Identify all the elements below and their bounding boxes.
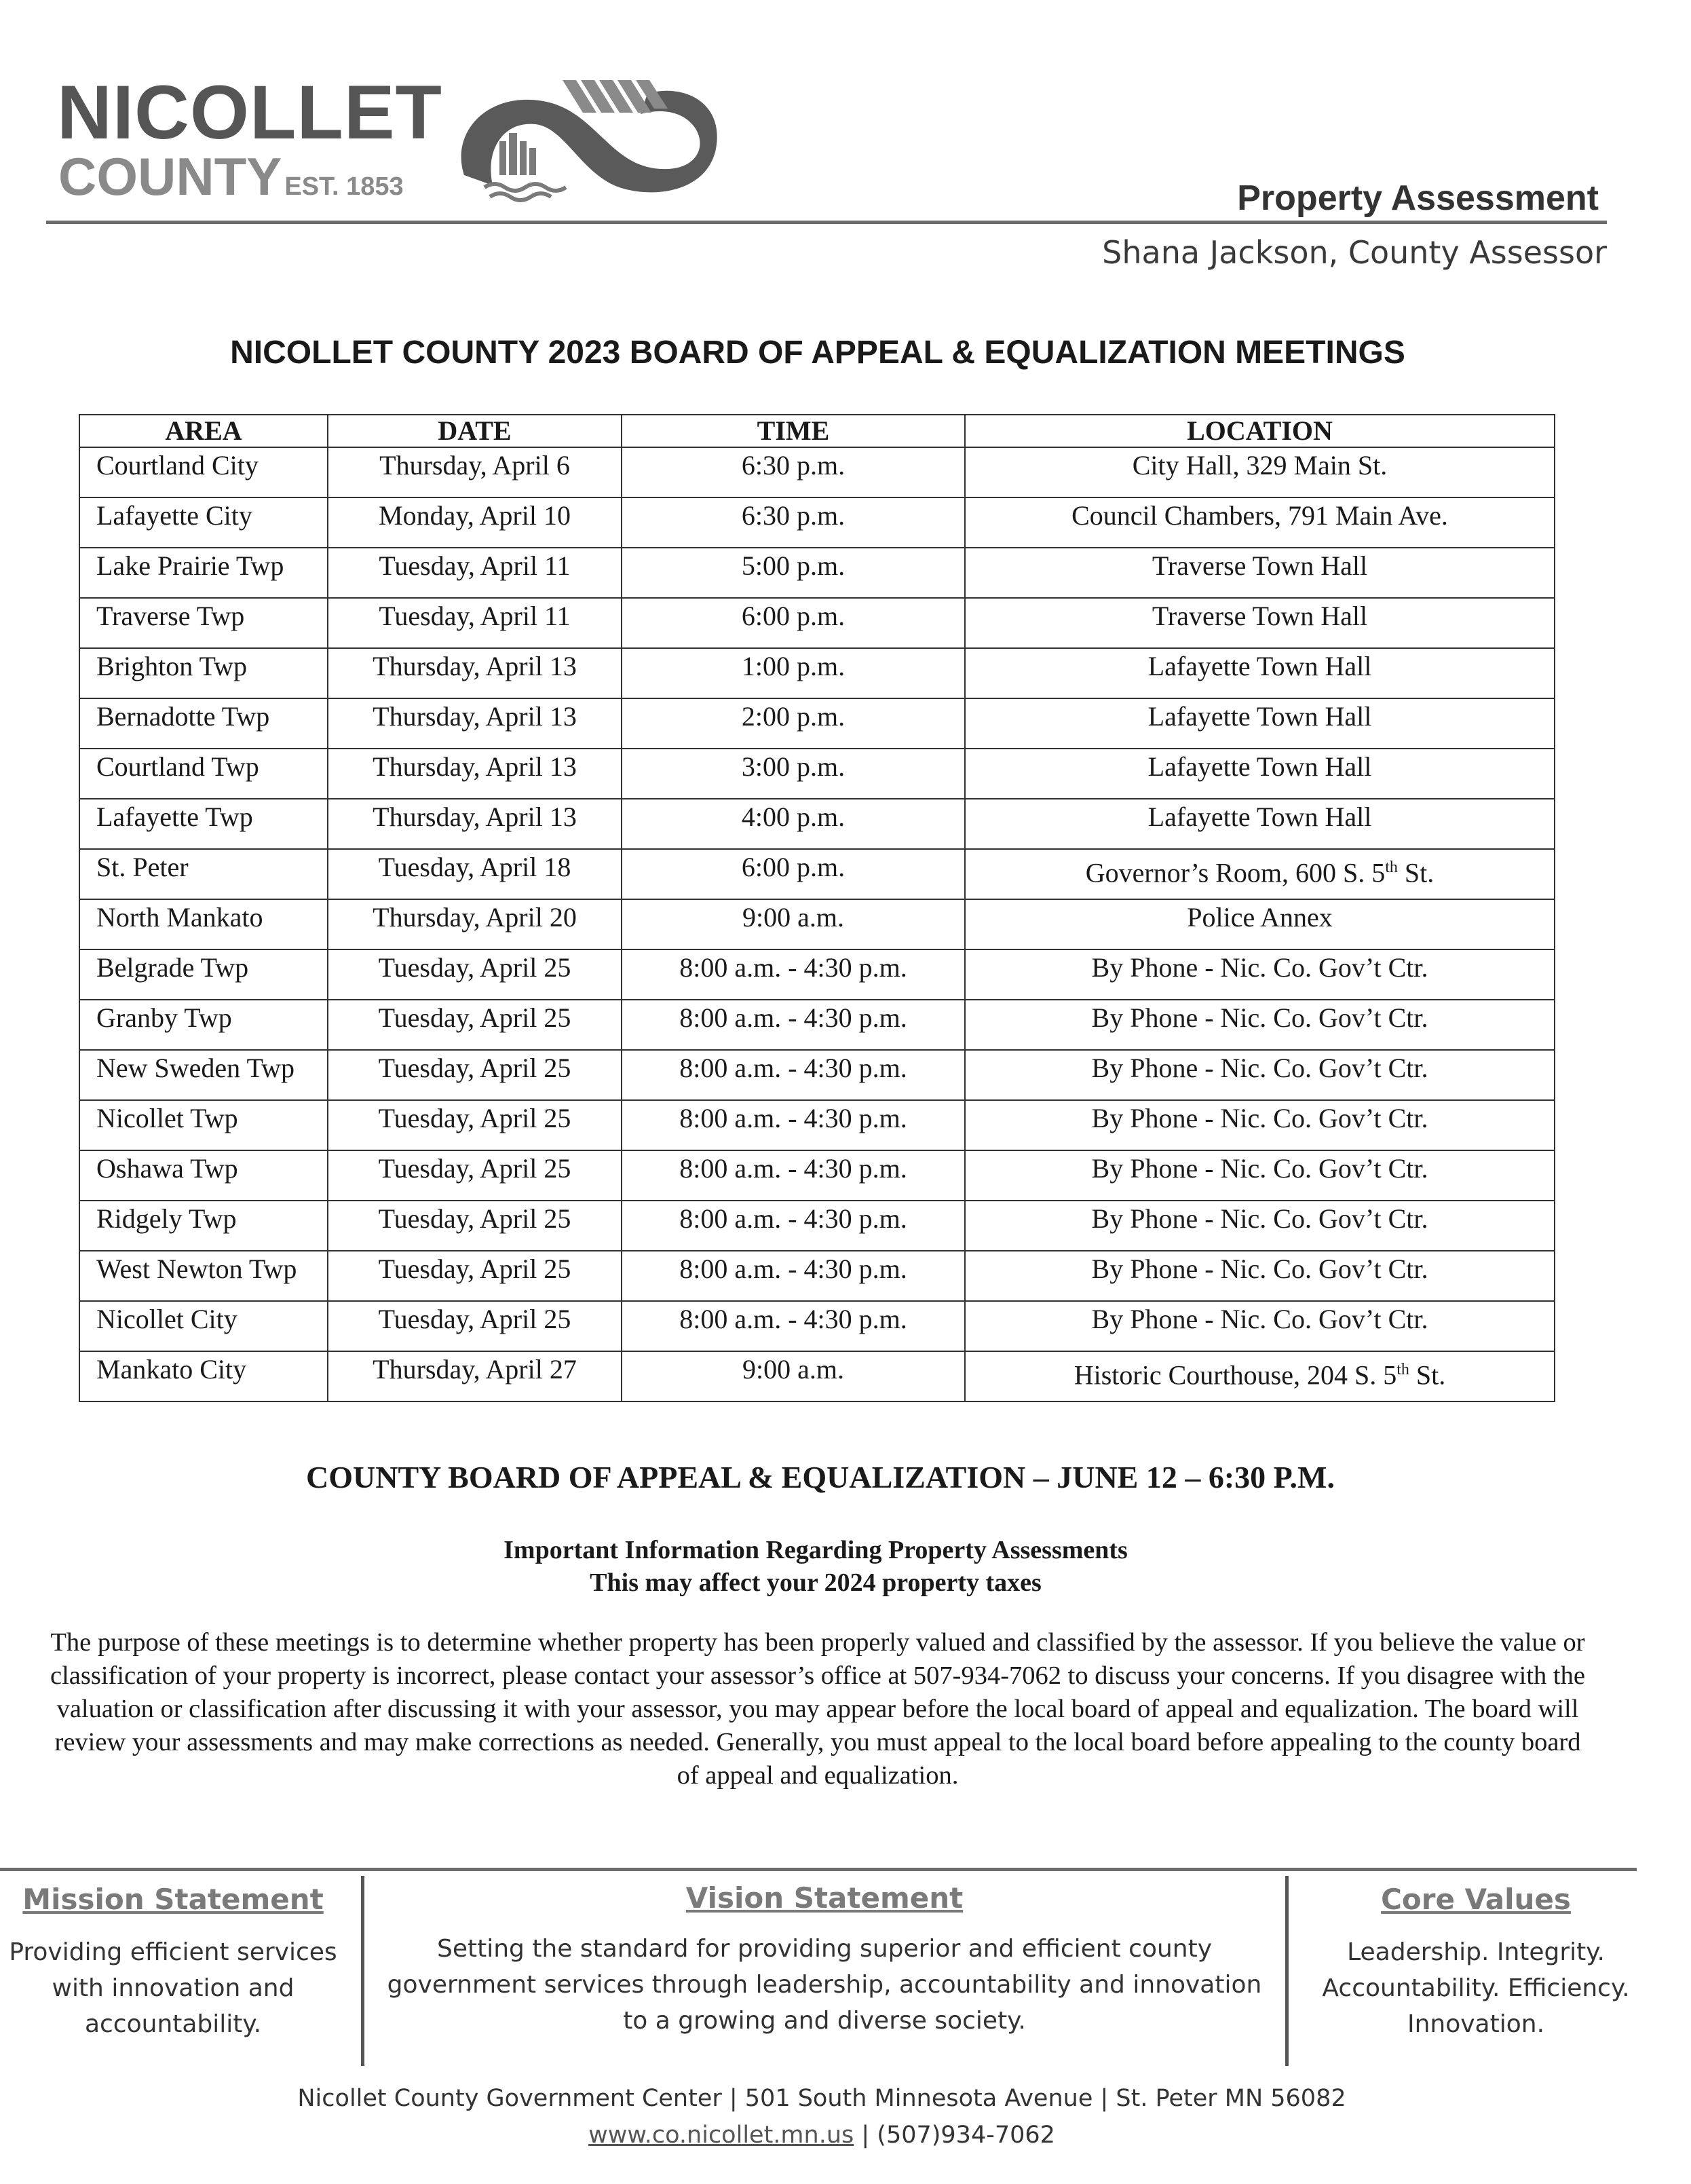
table-row xyxy=(79,1301,1555,1351)
date-cell: Tuesday, April 25 xyxy=(328,1251,622,1301)
area-cell: Granby Twp xyxy=(79,1000,328,1050)
date-cell: Tuesday, April 25 xyxy=(328,949,622,1000)
time-cell: 6:00 p.m. xyxy=(622,849,965,899)
purpose-paragraph: The purpose of these meetings is to determine whether property has been properly valued and classified by the assessor. If you believe the value or classification of your property is incorrect, please contact your assessor’s office at 507-934-7062 to discuss your concerns. If you disagree with the valuation or classification after discussing it with your assessor, you may appear before the local board of appeal and equalization. The board will review your assessments and may make corrections as needed. Generally, you must appeal to the local board before appealing to the county board of appeal and equalization. xyxy=(50,1628,1585,1790)
location-text: Traverse Town Hall xyxy=(1152,550,1368,581)
time-cell: 8:00 a.m. - 4:30 p.m. xyxy=(622,1100,965,1150)
time-cell: 8:00 a.m. - 4:30 p.m. xyxy=(622,1000,965,1050)
area-cell: West Newton Twp xyxy=(79,1251,328,1301)
footer-divider xyxy=(0,1868,1637,1871)
time-cell: 8:00 a.m. - 4:30 p.m. xyxy=(622,1201,965,1251)
vision-statement-heading: Vision Statement xyxy=(685,1881,964,1915)
date-cell: Thursday, April 13 xyxy=(328,799,622,849)
time-cell: 3:00 p.m. xyxy=(622,749,965,799)
location-cell xyxy=(965,1150,1555,1201)
area-cell: Brighton Twp xyxy=(79,648,328,698)
table-row xyxy=(79,1000,1555,1050)
website-link[interactable]: www.co.nicollet.mn.us xyxy=(588,2122,854,2149)
area-cell: Lake Prairie Twp xyxy=(79,548,328,598)
location-cell xyxy=(965,1251,1555,1301)
date-cell: Tuesday, April 25 xyxy=(328,1050,622,1100)
table-row xyxy=(79,648,1555,698)
table-body xyxy=(79,447,1555,1401)
area-cell: Traverse Twp xyxy=(79,598,328,648)
location-cell xyxy=(965,1100,1555,1150)
location-cell xyxy=(965,598,1555,648)
mission-statement-heading: Mission Statement xyxy=(22,1883,324,1916)
location-text-tail: St. xyxy=(1409,1359,1446,1391)
column-header-area: AREA xyxy=(79,415,328,447)
date-cell: Monday, April 10 xyxy=(328,497,622,548)
logo-wordmark-line2 xyxy=(58,149,404,214)
table-row xyxy=(79,1100,1555,1150)
table-row xyxy=(79,849,1555,899)
area-cell: Courtland Twp xyxy=(79,749,328,799)
date-cell: Thursday, April 13 xyxy=(328,648,622,698)
location-text: Police Annex xyxy=(1187,902,1333,933)
assessor-name: Shana Jackson, County Assessor xyxy=(1102,234,1607,271)
time-cell: 8:00 a.m. - 4:30 p.m. xyxy=(622,1150,965,1201)
date-cell: Tuesday, April 25 xyxy=(328,1201,622,1251)
date-cell: Tuesday, April 25 xyxy=(328,1150,622,1201)
time-cell: 8:00 a.m. - 4:30 p.m. xyxy=(622,949,965,1000)
location-text: Historic Courthouse, 204 S. 5 xyxy=(1074,1359,1397,1391)
county-board-meeting-heading: COUNTY BOARD OF APPEAL & EQUALIZATION – JUNE 12 – 6:30 P.M. xyxy=(306,1460,1335,1494)
table-row xyxy=(79,698,1555,749)
location-cell xyxy=(965,548,1555,598)
footer-address: Nicollet County Government Center | 501 South Minnesota Avenue | St. Peter MN 56082 xyxy=(297,2085,1346,2112)
area-cell: St. Peter xyxy=(79,849,328,899)
phone-number: | (507)934-7062 xyxy=(854,2122,1055,2149)
table-row xyxy=(79,899,1555,949)
table-row xyxy=(79,1351,1555,1401)
time-cell: 8:00 a.m. - 4:30 p.m. xyxy=(622,1251,965,1301)
location-text: By Phone - Nic. Co. Gov’t Ctr. xyxy=(1091,1002,1428,1033)
table-row xyxy=(79,447,1555,497)
table-row xyxy=(79,548,1555,598)
table-row xyxy=(79,598,1555,648)
core-values-heading: Core Values xyxy=(1381,1883,1571,1916)
location-cell xyxy=(965,648,1555,698)
area-cell: Lafayette City xyxy=(79,497,328,548)
location-cell xyxy=(965,698,1555,749)
table-header-row xyxy=(79,415,1555,447)
date-cell: Thursday, April 13 xyxy=(328,749,622,799)
location-cell xyxy=(965,497,1555,548)
date-cell: Tuesday, April 25 xyxy=(328,1000,622,1050)
location-text: Lafayette Town Hall xyxy=(1147,651,1372,681)
location-cell xyxy=(965,1000,1555,1050)
column-header-time: TIME xyxy=(622,415,965,447)
footer-column-divider xyxy=(361,1876,364,2066)
area-cell: New Sweden Twp xyxy=(79,1050,328,1100)
area-cell: North Mankato xyxy=(79,899,328,949)
location-text: By Phone - Nic. Co. Gov’t Ctr. xyxy=(1091,1053,1428,1083)
date-cell: Thursday, April 20 xyxy=(328,899,622,949)
location-text: By Phone - Nic. Co. Gov’t Ctr. xyxy=(1091,1153,1428,1184)
location-text-tail: St. xyxy=(1397,857,1434,888)
location-cell xyxy=(965,949,1555,1000)
area-cell: Nicollet Twp xyxy=(79,1100,328,1150)
area-cell: Lafayette Twp xyxy=(79,799,328,849)
area-cell: Mankato City xyxy=(79,1351,328,1401)
table-row xyxy=(79,1201,1555,1251)
time-cell: 5:00 p.m. xyxy=(622,548,965,598)
department-name: Property Assessment xyxy=(1237,178,1599,218)
ordinal-suffix: th xyxy=(1396,1361,1409,1378)
location-cell xyxy=(965,849,1555,899)
table-row xyxy=(79,1251,1555,1301)
table-row xyxy=(79,799,1555,849)
location-cell xyxy=(965,749,1555,799)
time-cell: 4:00 p.m. xyxy=(622,799,965,849)
date-cell: Thursday, April 6 xyxy=(328,447,622,497)
location-cell xyxy=(965,1201,1555,1251)
info-heading: Important Information Regarding Property Assessments xyxy=(504,1536,1128,1564)
date-cell: Tuesday, April 11 xyxy=(328,548,622,598)
location-cell xyxy=(965,1050,1555,1100)
document-title: NICOLLET COUNTY 2023 BOARD OF APPEAL & EQUALIZATION MEETINGS xyxy=(230,335,1405,371)
date-cell: Tuesday, April 11 xyxy=(328,598,622,648)
logo-est-text: EST. 1853 xyxy=(284,172,404,201)
location-text: Governor’s Room, 600 S. 5 xyxy=(1085,857,1386,888)
table-row xyxy=(79,749,1555,799)
location-text: Lafayette Town Hall xyxy=(1147,751,1372,782)
location-text: Council Chambers, 791 Main Ave. xyxy=(1071,500,1448,531)
area-cell: Oshawa Twp xyxy=(79,1150,328,1201)
table-row xyxy=(79,1150,1555,1201)
location-text: Lafayette Town Hall xyxy=(1147,802,1372,832)
core-values-text: Leadership. Integrity. Accountability. Efficiency. Innovation. xyxy=(1322,1938,1630,2038)
time-cell: 8:00 a.m. - 4:30 p.m. xyxy=(622,1050,965,1100)
area-cell: Bernadotte Twp xyxy=(79,698,328,749)
area-cell: Belgrade Twp xyxy=(79,949,328,1000)
location-cell xyxy=(965,1301,1555,1351)
footer-column-divider xyxy=(1285,1876,1289,2066)
time-cell: 6:30 p.m. xyxy=(622,497,965,548)
area-cell: Courtland City xyxy=(79,447,328,497)
location-text: City Hall, 329 Main St. xyxy=(1132,450,1388,481)
area-cell: Ridgely Twp xyxy=(79,1201,328,1251)
table-row xyxy=(79,1050,1555,1100)
column-header-location: LOCATION xyxy=(965,415,1555,447)
column-header-date: DATE xyxy=(328,415,622,447)
date-cell: Thursday, April 13 xyxy=(328,698,622,749)
area-cell: Nicollet City xyxy=(79,1301,328,1351)
logo-county-text: COUNTY xyxy=(58,147,282,206)
location-text: Lafayette Town Hall xyxy=(1147,701,1372,732)
location-cell xyxy=(965,899,1555,949)
date-cell: Tuesday, April 25 xyxy=(328,1301,622,1351)
river-bluff-logo-icon xyxy=(437,73,722,209)
ordinal-suffix: th xyxy=(1385,859,1398,876)
time-cell: 6:30 p.m. xyxy=(622,447,965,497)
date-cell: Thursday, April 27 xyxy=(328,1351,622,1401)
mission-statement-text: Providing efficient services with innovation and accountability. xyxy=(9,1938,337,2038)
location-text: By Phone - Nic. Co. Gov’t Ctr. xyxy=(1091,952,1428,983)
logo-wordmark-line1: NICOLLET xyxy=(57,70,442,155)
header-divider xyxy=(46,221,1607,224)
location-text: By Phone - Nic. Co. Gov’t Ctr. xyxy=(1091,1304,1428,1334)
location-cell xyxy=(965,447,1555,497)
time-cell: 9:00 a.m. xyxy=(622,899,965,949)
location-text: By Phone - Nic. Co. Gov’t Ctr. xyxy=(1091,1103,1428,1133)
table-row xyxy=(79,949,1555,1000)
county-logo xyxy=(57,70,708,209)
time-cell: 6:00 p.m. xyxy=(622,598,965,648)
location-text: Traverse Town Hall xyxy=(1152,601,1368,631)
footer-contact xyxy=(0,2122,1644,2149)
location-cell xyxy=(965,799,1555,849)
info-subheading: This may affect your 2024 property taxes xyxy=(590,1568,1042,1597)
time-cell: 2:00 p.m. xyxy=(622,698,965,749)
time-cell: 8:00 a.m. - 4:30 p.m. xyxy=(622,1301,965,1351)
time-cell: 1:00 p.m. xyxy=(622,648,965,698)
time-cell: 9:00 a.m. xyxy=(622,1351,965,1401)
location-cell xyxy=(965,1351,1555,1401)
location-text: By Phone - Nic. Co. Gov’t Ctr. xyxy=(1091,1203,1428,1234)
meeting-schedule-table xyxy=(79,414,1555,1402)
date-cell: Tuesday, April 25 xyxy=(328,1100,622,1150)
vision-statement-text: Setting the standard for providing superior and efficient county government services through leadership, accountability and innovation to a growing and diverse society. xyxy=(387,1935,1262,2035)
date-cell: Tuesday, April 18 xyxy=(328,849,622,899)
table-row xyxy=(79,497,1555,548)
location-text: By Phone - Nic. Co. Gov’t Ctr. xyxy=(1091,1254,1428,1284)
